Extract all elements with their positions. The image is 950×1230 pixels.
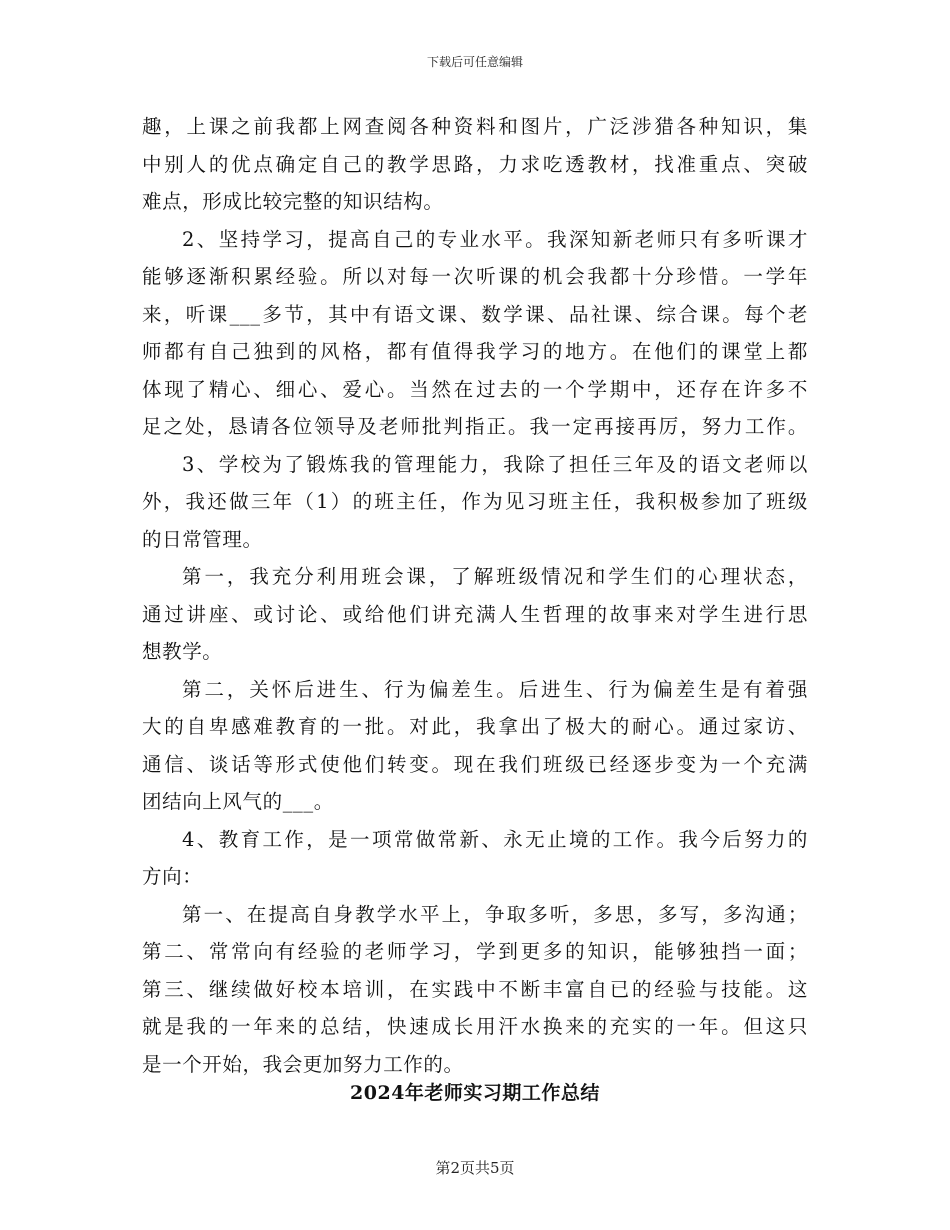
text-line: 2、坚持学习，提高自己的专业水平。我深知新老师只有多听课才	[182, 227, 808, 251]
text-line: 想教学。	[142, 640, 223, 663]
text-line: 外，我还做三年（1）的班主任，作为见习班主任，我积极参加了班级	[142, 490, 808, 513]
text-line: 3、学校为了锻炼我的管理能力，我除了担任三年及的语文老师以	[182, 452, 808, 476]
text-line: 是一个开始，我会更加努力工作的。	[142, 1052, 464, 1076]
text-line: 第三、继续做好校本培训，在实践中不断丰富自已的经验与技能。这	[142, 977, 808, 1001]
text-line: 4、教育工作，是一项常做常新、永无止境的工作。我今后努力的	[182, 827, 808, 851]
text-line: 就是我的一年来的总结，快速成长用汗水换来的充实的一年。但这只	[142, 1015, 808, 1038]
page-footer: 第2页共5页	[435, 1159, 515, 1177]
text-line: 第一、在提高自身教学水平上，争取多听，多思，多写，多沟通；	[182, 902, 808, 926]
text-line: 来，听课___多节，其中有语文课、数学课、品社课、综合课。每个老	[142, 302, 808, 326]
section-title: 2024年老师实习期工作总结	[350, 1082, 600, 1104]
text-line: 第二、常常向有经验的老师学习，学到更多的知识，能够独挡一面；	[142, 940, 808, 963]
text-line: 第二，关怀后进生、行为偏差生。后进生、行为偏差生是有着强	[182, 677, 808, 701]
text-line: 足之处，恳请各位领导及老师批判指正。我一定再接再厉，努力工作。	[142, 415, 808, 438]
text-line: 团结向上风气的___。	[142, 790, 334, 813]
header-note: 下载后可任意编辑	[426, 55, 523, 69]
text-line: 体现了精心、细心、爱心。当然在过去的一个学期中，还存在许多不	[142, 377, 808, 401]
text-line: 能够逐渐积累经验。所以对每一次听课的机会我都十分珍惜。一学年	[142, 265, 808, 288]
text-line: 大的自卑感难教育的一批。对此，我拿出了极大的耐心。通过家访、	[142, 715, 808, 738]
text-line: 方向：	[142, 865, 203, 888]
text-line: 难点，形成比较完整的知识结构。	[142, 190, 444, 213]
body-text	[142, 108, 808, 1083]
text-line: 第一，我充分利用班会课，了解班级情况和学生们的心理状态，	[182, 565, 808, 588]
text-line: 通过讲座、或讨论、或给他们讲充满人生哲理的故事来对学生进行思	[142, 602, 808, 626]
text-line: 师都有自己独到的风格，都有值得我学习的地方。在他们的课堂上都	[142, 340, 808, 363]
text-line: 通信、谈话等形式使他们转变。现在我们班级已经逐步变为一个充满	[142, 752, 808, 776]
text-line: 中别人的优点确定自己的教学思路，力求吃透教材，找准重点、突破	[142, 152, 808, 176]
text-line: 的日常管理。	[142, 527, 263, 551]
text-line: 趣，上课之前我都上网查阅各种资料和图片，广泛涉猎各种知识，集	[142, 115, 808, 138]
